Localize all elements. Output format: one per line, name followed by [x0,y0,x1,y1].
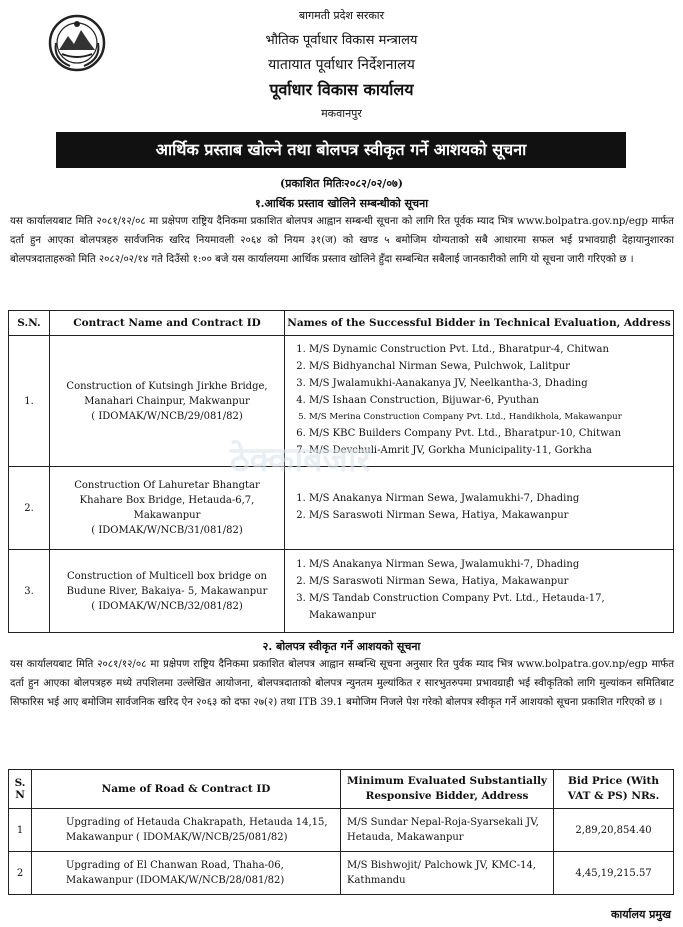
list-item: 1. M/S Dynamic Construction Pvt. Ltd., Bharatpur-4, Chitwan [309,342,667,359]
table-row [9,852,674,895]
bidders-cell [285,550,674,633]
office-name: पूर्वाधार विकास कार्यालय [269,80,414,99]
road-cell: Upgrading of Hetauda Chakrapath, Hetauda 14,15, Makawanpur ( IDOMAK/W/NCB/25/081/82) [32,809,341,852]
table-row [9,336,674,467]
section2-paragraph: यस कार्यालयबाट मिति २०८१/१२/०८ मा प्रक्षेपण राष्ट्रिय दैनिकमा प्रकाशित बोलपत्र आह्वान सम्बन्धि सूचना अनुसार रित पुर्वक म्याद भित्र www.bolpatra.gov.np/egp मार्फत दर्ता हुन आएका बोलपत्रहरु मध्ये तपशिलमा उल्लेखित आयोजना, बोलपत्रदाताको बोलपत्र न्युनतम मुल्यांकित र सारभुतरुपमा प्रभावग्राही भई स्वीकृतिको लागि मुल्यांकन समितिबाट सिफारिस भई आए बमोजिम सार्वजनिक खरिद ऐन २०६३ को दफा २७(२) तथा ITB 39.1 बमोजिम निजले पेश गरेको बोलपत्र स्वीकृत गर्ने आशयको सूचना प्रकाशित गरिएको छ । [10,659,674,708]
list-item: 1. M/S Anakanya Nirman Sewa, Jwalamukhi-7, Dhading [309,557,667,574]
contract-id: ( IDOMAK/W/NCB/31/081/82) [91,525,243,536]
row-sn: 2 [9,852,32,895]
contract-name: Construction of Kutsingh Jirkhe Bridge, Manahari Chainpur, Makwanpur [66,380,268,407]
list-item: 1. M/S Anakanya Nirman Sewa, Jwalamukhi-7, Dhading [309,491,667,508]
bidder-cell: M/S Bishwojit/ Palchowk JV, KMC-14, Kathmandu [341,852,554,895]
table-header-row [9,770,674,809]
bidder-list [291,342,667,460]
signature-office-chief: कार्यालय प्रमुख [610,908,671,921]
office-location: मकवानपुर [321,107,362,120]
list-item: 4. M/S Ishaan Construction, Bijuwar-6, Pyuthan [309,393,667,410]
list-item: 2. M/S Bidhyanchal Nirman Sewa, Pulchwok, Lalitpur [309,359,667,376]
bidders-cell [285,336,674,467]
contract-id: ( IDOMAK/W/NCB/32/081/82) [91,600,243,612]
list-item: 7. M/S Devchuli-Amrit JV, Gorkha Municipality-11, Gorkha [309,443,667,460]
table-row [9,550,674,633]
bidder-cell: M/S Sundar Nepal-Roja-Syarsekali JV, Hetauda, Makawanpur [341,809,554,852]
header-bidders: Names of the Successful Bidder in Technical Evaluation, Address [285,311,674,336]
header-sn: S. N [9,770,32,809]
contract-cell [50,467,285,550]
ministry-name: भौतिक पूर्वाधार विकास मन्त्रालय [265,33,418,48]
header-sn: S.N. [9,311,50,336]
header-price: Bid Price (With VAT & PS) NRs. [554,770,674,809]
directorate-name: यातायात पूर्वाधार निर्देशनालय [268,57,415,73]
section2-title: २. बोलपत्र स्वीकृत गर्ने आशयको सूचना [262,640,421,653]
price-cell: 2,89,20,854.40 [554,809,674,852]
header-road: Name of Road & Contract ID [32,770,341,809]
list-item: 3. M/S Tandab Construction Company Pvt. Ltd., Hetauda-17, Makawanpur [309,591,667,625]
province-government: बागमती प्रदेश सरकार [298,9,385,22]
price-cell: 4,45,19,215.57 [554,852,674,895]
published-date: (प्रकाशित मितिः२०८२/०२/०७) [280,177,403,190]
header-bidder: Minimum Evaluated Substantially Responsive Bidder, Address [341,770,554,809]
list-item: 3. M/S Jwalamukhi-Aanakanya JV, Neelkantha-3, Dhading [309,376,667,393]
table-row [9,467,674,550]
table-header-row [9,311,674,336]
notice-title-banner: आर्थिक प्रस्ताब खोल्ने तथा बोलपत्र स्वीकृत गर्ने आशयको सूचना [56,132,626,168]
bidder-list [291,557,667,624]
row-sn: 2. [9,467,50,550]
row-sn: 1 [9,809,32,852]
row-sn: 3. [9,550,50,633]
contract-name: Construction of Multicell box bridge on Budune River, Bakaiya- 5, Makawanpur [66,570,268,597]
watermark-logo: ठेक्काबजार [230,440,371,480]
row-sn: 1. [9,336,50,467]
list-item: 2. M/S Saraswoti Nirman Sewa, Hatiya, Makawanpur [309,574,667,591]
contract-id: ( IDOMAK/W/NCB/29/081/82) [91,410,243,422]
contract-cell [50,336,285,467]
road-cell: Upgrading of El Chanwan Road, Thaha-06, Makawanpur (IDOMAK/W/NCB/28/081/82) [32,852,341,895]
bidders-cell [285,467,674,550]
list-item: 6. M/S KBC Builders Company Pvt. Ltd., Bharatpur-10, Chitwan [309,426,667,443]
header-contract: Contract Name and Contract ID [50,311,285,336]
bidder-list [291,491,667,525]
bid-acceptance-table [8,769,674,895]
list-item: 2. M/S Saraswoti Nirman Sewa, Hatiya, Makawanpur [309,508,667,525]
section1-title: १.आर्थिक प्रस्ताव खोलिने सम्बन्धीको सूचना [254,197,429,210]
technical-evaluation-table [8,310,674,633]
list-item: 5. M/S Merina Construction Company Pvt. Ltd., Handikhola, Makawanpur [309,409,667,426]
section1-paragraph: यस कार्यालयबाट मिति २०८१/१२/०८ मा प्रक्षेपण राष्ट्रिय दैनिकमा प्रकाशित बोलपत्र आह्वान सम्बन्धी सूचना को लागि रित पूर्वक म्याद भित्र www.bolpatra.gov.np/egp मार्फत दर्ता हुन आएका बोलपत्रहरु सार्वजनिक खरिद नियमावली २०६४ को नियम ३१(ज) को खण्ड ५ बमोजिम योग्यताको सबै आधारमा सफल भई प्रभावग्राही देहायानुशारका बोलपत्रदाताहरुको मिति २०८२/०२/१४ गते दिउँसो १:०० बजे यस कार्यालयमा आर्थिक प्रस्ताव खोलिने हुँदा सम्बन्धित सबैलाई जानकारीको लागि यो सूचना जारी गरिएको छ । [10,216,674,265]
contract-cell [50,550,285,633]
table-row [9,809,674,852]
contract-name: Construction Of Lahuretar Bhangtar Khahare Box Bridge, Hetauda-6,7, Makawanpur [74,480,260,521]
